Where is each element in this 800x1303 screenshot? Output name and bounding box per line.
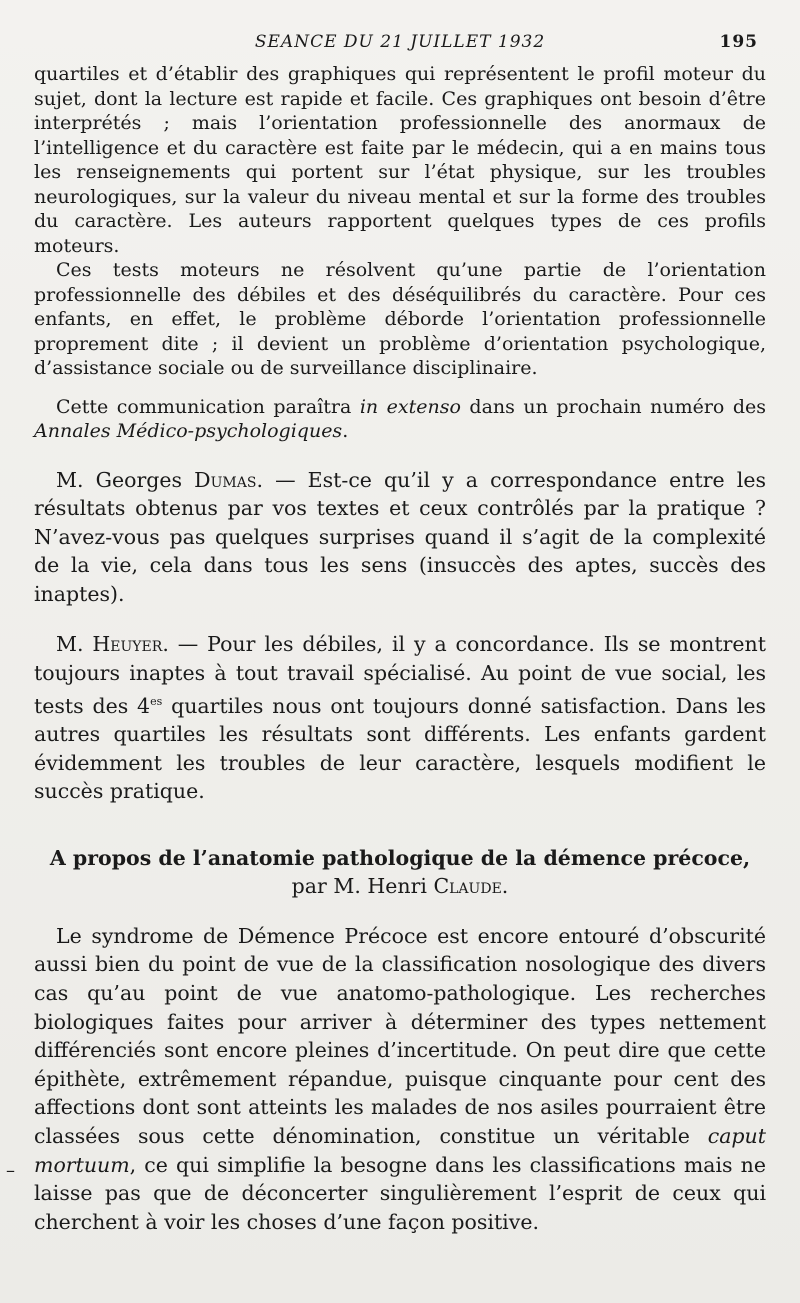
page-number: 195 — [719, 32, 758, 52]
article-title-line1: A propos de l’anatomie pathologique de la démence précoce, — [49, 845, 751, 870]
author-claude: Claude — [433, 873, 502, 898]
running-title: SEANCE DU 21 JUILLET 1932 — [254, 32, 546, 52]
article-title — [34, 844, 766, 900]
article-body — [34, 922, 766, 1237]
paragraph-demence-precoce: Le syndrome de Démence Précoce est encore entouré d’obscurité aussi bien du point de vue de la classification nosologique des divers cas qu’au point de vue anatomo-pathologique. Les recherches biologiques faites pour arriver à déterminer des types nettement différenciés sont encore pleines d’incertitude. On peut dire que cette épithète, extrêmement répandue, puisque cinquante pour cent des affections dont sont atteints les malades de nos asiles pourraient être classées sous cette dénomination, constitue un véritable caput mortuum, ce qui simplifie la besogne dans les classifications mais ne laisse pas que de déconcerter singulièrement l’esprit de ceux qui cherchent à voir les choses d’une façon positive. — [34, 923, 766, 1234]
paragraph-communication: Cette communication paraîtra in extenso dans un prochain numéro des Annales Médico-psychologiques. — [34, 395, 767, 442]
upper-section — [34, 62, 766, 444]
article-byline: par M. Henri Claude. — [291, 873, 509, 898]
paragraph-tests-moteurs: Ces tests moteurs ne résolvent qu’une partie de l’orientation professionnelle des débiles et des déséquilibrés du caractère. Pour ces enfants, en effet, le problème déborde l’orientation professionnelle proprement dite ; il devient un problème d’orientation psychologique, d’assistance sociale ou de surveillance disciplinaire. — [34, 259, 766, 379]
discussion-section — [34, 466, 766, 806]
superscript-es: es — [150, 694, 163, 708]
paragraph-dumas: M. Georges Dumas. — Est-ce qu’il y a correspondance entre les résultats obtenus par vos textes et ceux contrôlés par la pratique ? N’avez-vous pas quelques surprises quand il s’agit de la complexité de la vie, cela dans tous les sens (insuccès des aptes, succès des inaptes). — [34, 467, 766, 606]
italic-caput-mortuum: caput mortuum — [34, 1124, 766, 1177]
paragraph-profils: quartiles et d’établir des graphiques qui représentent le profil moteur du sujet, dont la lecture est rapide et facile. Ces graphiques ont besoin d’être interprétés ; mais l’orientation professionnelle des anormaux de l’intelligence et du caractère est faite par le médecin, qui a en mains tous les renseignements qui portent sur l’état physique, sur les troubles neurologiques, sur la valeur du niveau mental et sur la forme des troubles du caractère. Les auteurs rapportent quelques types de ces profils moteurs. — [34, 63, 766, 257]
running-head — [34, 26, 766, 62]
speaker-heuyer: Heuyer — [92, 632, 163, 657]
paragraph-heuyer: M. Heuyer. — Pour les débiles, il y a concordance. Ils se montrent toujours inaptes à tout travail spécialisé. Au point de vue social, les tests des $4^{es}$ quartiles nous ont toujours donné satisfaction. Dans les autres quartiles les résultats sont différents. Les enfants gardent évidemment les troubles de leur caractère, lesquels modifient le succès pratique. — [34, 632, 766, 804]
italic-journal-title: Annales Médico-psychologiques — [34, 420, 343, 442]
speaker-dumas: Dumas — [194, 467, 257, 492]
italic-in-extenso: in extenso — [359, 395, 461, 418]
margin-dash-mark: – — [6, 1160, 15, 1181]
